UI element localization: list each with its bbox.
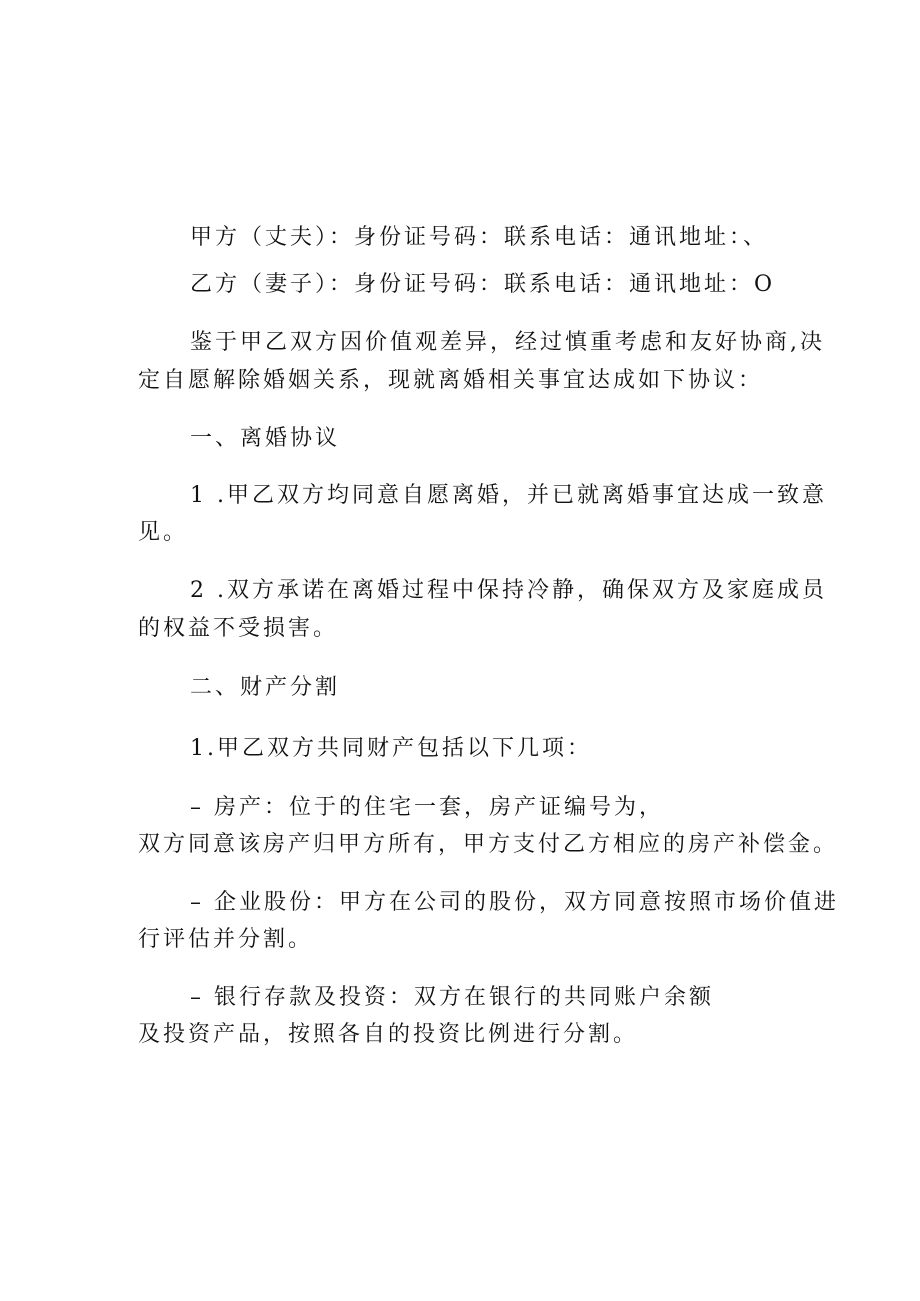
section-2-item-1: 1.甲乙双方共同财产包括以下几项： (190, 736, 592, 761)
section-1-item-1-line-2: 见。 (138, 520, 189, 545)
section-1-heading: 一、离婚协议 (190, 426, 341, 451)
house-line-1: – 房产：位于的住宅一套，房产证编号为， (190, 795, 664, 820)
section-2-heading: 二、财产分割 (190, 675, 341, 700)
intro-line-1: 鉴于甲乙双方因价值观差异，经过慎重考虑和友好协商,决 (190, 330, 825, 355)
house-line-2: 双方同意该房产归甲方所有，甲方支付乙方相应的房产补偿金。 (138, 832, 839, 857)
section-1-item-2-line-1: 2 .双方承诺在离婚过程中保持冷静，确保双方及家庭成员 (190, 578, 827, 603)
shares-line-2: 行评估并分割。 (138, 927, 314, 952)
shares-line-1: – 企业股份：甲方在公司的股份，双方同意按照市场价值进 (190, 890, 839, 915)
bank-line-2: 及投资产品，按照各自的投资比例进行分割。 (138, 1022, 639, 1047)
party-b-info: 乙方（妻子）：身份证号码：联系电话：通讯地址：O (190, 272, 776, 297)
party-a-info: 甲方（丈夫）：身份证号码：联系电话：通讯地址：、 (190, 225, 769, 250)
bank-line-1: – 银行存款及投资：双方在银行的共同账户余额 (190, 985, 714, 1010)
intro-line-2: 定自愿解除婚姻关系，现就离婚相关事宜达成如下协议： (138, 368, 764, 393)
section-1-item-1-line-1: 1 .甲乙双方均同意自愿离婚，并已就离婚事宜达成一致意 (190, 483, 827, 508)
section-1-item-2-line-2: 的权益不受损害。 (138, 616, 339, 641)
